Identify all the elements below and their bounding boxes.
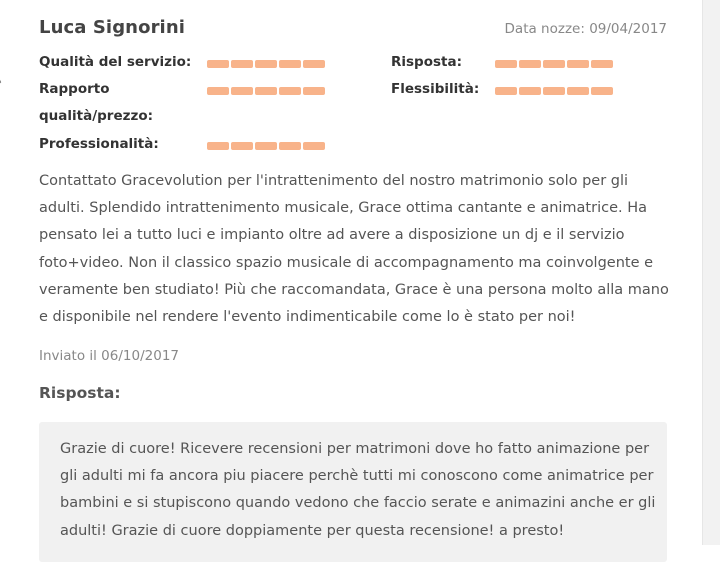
rating-bar-icon (303, 60, 325, 68)
rating-bar-icon (279, 60, 301, 68)
rating-bar-icon (543, 87, 565, 95)
rating-stars-flexibility (495, 87, 613, 95)
rating-bar-icon (231, 60, 253, 68)
rating-bar-icon (519, 60, 541, 68)
rating-label-value: Rapporto qualità/prezzo: (39, 81, 153, 124)
rating-bar-icon (591, 60, 613, 68)
page-scroll-rail (702, 0, 720, 545)
rating-bar-icon (567, 87, 589, 95)
rating-label-response: Risposta: (391, 54, 462, 70)
partial-arrow-icon (0, 72, 4, 88)
rating-bar-icon (279, 87, 301, 95)
reply-box (39, 422, 667, 562)
rating-bar-icon (255, 87, 277, 95)
rating-bar-icon (207, 142, 229, 150)
rating-bar-icon (207, 87, 229, 95)
rating-bar-icon (303, 87, 325, 95)
rating-bar-icon (279, 142, 301, 150)
rating-bar-icon (231, 87, 253, 95)
rating-label-professionalism: Professionalità: (39, 136, 159, 152)
rating-bar-icon (567, 60, 589, 68)
rating-stars-response (495, 60, 613, 68)
rating-bar-icon (495, 87, 517, 95)
rating-bar-icon (255, 142, 277, 150)
review-body: Contattato Gracevolution per l'intrattenimento del nostro matrimonio solo per gli adulti. Splendido intrattenimento musicale, Grace ottima cantante e animatrice. Ha pensato lei a tutto luci e impianto oltre ad avere a disposizione un dj e il servizio foto+video. Non il classico spazio musicale di accompagnamento ma coinvolgente e veramente ben studiato! Più che raccomandata, Grace è una persona molto alla mano e disponibile nel rendere l'evento indimenticabile come lo è stato per noi! (39, 173, 669, 326)
rating-bar-icon (519, 87, 541, 95)
reply-body: Grazie di cuore! Ricevere recensioni per matrimoni dove ho fatto animazione per gli adulti mi fa ancora piu piacere perchè tutti mi conoscono come animatrice per bambini e si stupiscono quando vedono che faccio serate e animazini anche er gli adulti! Grazie di cuore doppiamente per questa recensione! a presto! (60, 441, 656, 539)
rating-bar-icon (303, 142, 325, 150)
reply-heading: Risposta: (39, 384, 121, 402)
wedding-date: Data nozze: 09/04/2017 (504, 21, 667, 37)
rating-bar-icon (543, 60, 565, 68)
rating-stars-value (207, 87, 325, 95)
review-sent-date: Inviato il 06/10/2017 (39, 348, 179, 364)
rating-label-flexibility: Flessibilità: (391, 81, 480, 97)
rating-bar-icon (207, 60, 229, 68)
rating-bar-icon (255, 60, 277, 68)
rating-bar-icon (231, 142, 253, 150)
reviewer-name: Luca Signorini (39, 17, 185, 38)
rating-stars-quality (207, 60, 325, 68)
rating-bar-icon (591, 87, 613, 95)
rating-stars-professionalism (207, 142, 325, 150)
rating-bar-icon (495, 60, 517, 68)
rating-label-quality: Qualità del servizio: (39, 54, 192, 70)
